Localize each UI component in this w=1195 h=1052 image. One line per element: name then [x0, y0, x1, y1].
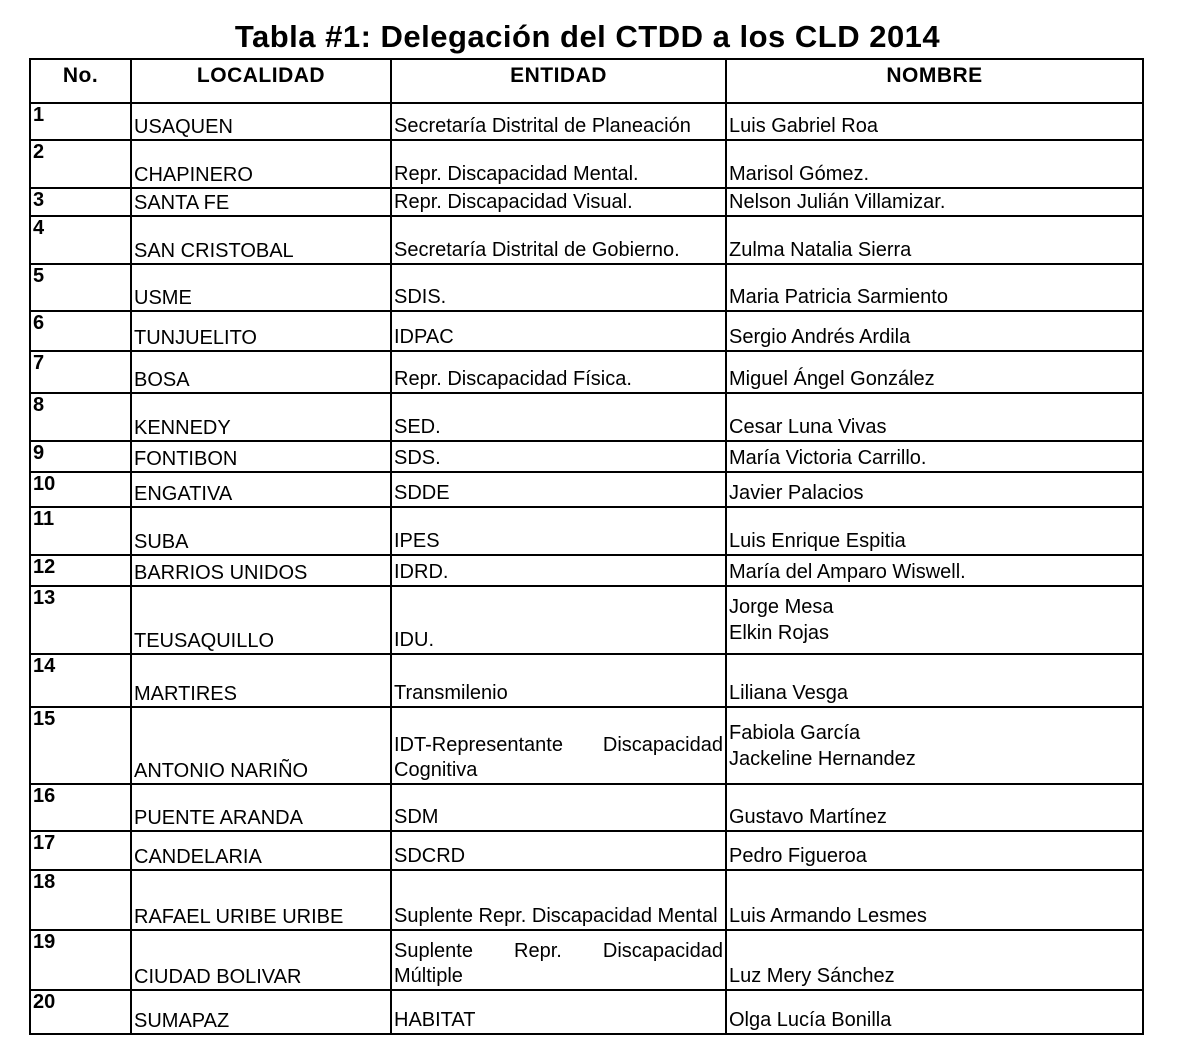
entidad-text: IDT-Representante Discapacidad Cognitiva [394, 734, 723, 781]
cell-localidad: SANTA FE [131, 188, 391, 216]
nombre-line: Jorge Mesa [729, 596, 834, 618]
cell-nombre [726, 784, 1143, 831]
table-row [30, 472, 1143, 507]
entidad-text: Suplente Repr. Discapacidad Múltiple [394, 940, 723, 987]
nombre-line: Sergio Andrés Ardila [729, 326, 911, 348]
nombre-line: Jackeline Hernandez [729, 747, 916, 770]
cell-nombre [726, 870, 1143, 930]
cell-nombre [726, 311, 1143, 351]
cell-nombre [726, 472, 1143, 507]
cell-localidad: PUENTE ARANDA [131, 784, 391, 831]
cell-localidad: CANDELARIA [131, 831, 391, 870]
table-row [30, 140, 1143, 188]
cell-entidad [391, 870, 726, 930]
table-row [30, 555, 1143, 586]
header-nombre: NOMBRE [726, 59, 1143, 103]
table-row [30, 654, 1143, 707]
cell-no: 3 [30, 188, 131, 216]
entidad-text: IDU. [394, 629, 434, 651]
cell-localidad: BARRIOS UNIDOS [131, 555, 391, 586]
cell-entidad [391, 507, 726, 555]
cell-entidad [391, 140, 726, 188]
table-row [30, 351, 1143, 393]
entidad-text: Secretaría Distrital de Gobierno. [394, 239, 680, 261]
cell-entidad [391, 216, 726, 264]
cell-nombre [726, 351, 1143, 393]
cell-nombre [726, 103, 1143, 140]
cell-nombre [726, 707, 1143, 784]
cell-no: 7 [30, 351, 131, 393]
delegation-table [29, 58, 1144, 1035]
table-row [30, 586, 1143, 654]
cell-localidad: KENNEDY [131, 393, 391, 441]
nombre-line: Luz Mery Sánchez [729, 965, 895, 987]
table-row [30, 393, 1143, 441]
nombre-line: Luis Enrique Espitia [729, 530, 906, 552]
cell-entidad [391, 441, 726, 472]
cell-no: 2 [30, 140, 131, 188]
nombre-line: Cesar Luna Vivas [729, 416, 887, 438]
cell-entidad [391, 555, 726, 586]
cell-no: 14 [30, 654, 131, 707]
cell-no: 10 [30, 472, 131, 507]
cell-entidad [391, 188, 726, 216]
cell-entidad [391, 784, 726, 831]
table-header-row [30, 59, 1143, 103]
table-row [30, 264, 1143, 311]
cell-localidad: USAQUEN [131, 103, 391, 140]
cell-entidad [391, 831, 726, 870]
entidad-text: IDPAC [394, 326, 454, 348]
nombre-line: Fabiola García [729, 721, 861, 744]
cell-nombre [726, 264, 1143, 311]
cell-localidad: CHAPINERO [131, 140, 391, 188]
cell-localidad: SAN CRISTOBAL [131, 216, 391, 264]
header-no: No. [30, 59, 131, 103]
cell-entidad [391, 311, 726, 351]
cell-localidad: SUBA [131, 507, 391, 555]
cell-no: 4 [30, 216, 131, 264]
cell-nombre [726, 654, 1143, 707]
cell-entidad [391, 472, 726, 507]
cell-localidad: ANTONIO NARIÑO [131, 707, 391, 784]
entidad-text: SDDE [394, 482, 450, 504]
cell-no: 9 [30, 441, 131, 472]
cell-entidad [391, 393, 726, 441]
cell-entidad [391, 586, 726, 654]
cell-entidad [391, 930, 726, 990]
entidad-text: Suplente Repr. Discapacidad Mental [394, 905, 718, 927]
table-row [30, 311, 1143, 351]
entidad-text: Transmilenio [394, 682, 508, 704]
entidad-text: SDS. [394, 447, 441, 469]
cell-no: 20 [30, 990, 131, 1034]
entidad-text: SDCRD [394, 845, 466, 867]
table-row [30, 784, 1143, 831]
nombre-line: Nelson Julián Villamizar. [729, 191, 946, 213]
cell-entidad [391, 990, 726, 1034]
entidad-text: Repr. Discapacidad Visual. [394, 191, 633, 213]
cell-localidad: RAFAEL URIBE URIBE [131, 870, 391, 930]
cell-nombre [726, 990, 1143, 1034]
cell-nombre [726, 831, 1143, 870]
cell-no: 8 [30, 393, 131, 441]
nombre-line: Javier Palacios [729, 482, 864, 504]
entidad-text: IDRD. [394, 561, 449, 583]
nombre-line: María Victoria Carrillo. [729, 447, 927, 469]
cell-entidad [391, 351, 726, 393]
cell-entidad [391, 654, 726, 707]
cell-nombre [726, 555, 1143, 586]
cell-entidad [391, 264, 726, 311]
table-row [30, 441, 1143, 472]
cell-nombre [726, 140, 1143, 188]
cell-nombre [726, 586, 1143, 654]
table-row [30, 707, 1143, 784]
cell-localidad: CIUDAD BOLIVAR [131, 930, 391, 990]
cell-no: 19 [30, 930, 131, 990]
cell-entidad [391, 707, 726, 784]
nombre-line: Luis Armando Lesmes [729, 905, 927, 927]
cell-no: 1 [30, 103, 131, 140]
cell-nombre [726, 216, 1143, 264]
entidad-text: SDIS. [394, 286, 447, 308]
entidad-text: SED. [394, 416, 441, 438]
entidad-text: Secretaría Distrital de Planeación [394, 115, 691, 137]
table-row [30, 507, 1143, 555]
nombre-line: Luis Gabriel Roa [729, 115, 878, 137]
nombre-line: Maria Patricia Sarmiento [729, 286, 948, 308]
table-row [30, 831, 1143, 870]
header-localidad: LOCALIDAD [131, 59, 391, 103]
cell-no: 18 [30, 870, 131, 930]
table-row [30, 870, 1143, 930]
entidad-text: Repr. Discapacidad Física. [394, 368, 632, 390]
entidad-text: SDM [394, 806, 439, 828]
cell-nombre [726, 393, 1143, 441]
cell-localidad: TEUSAQUILLO [131, 586, 391, 654]
header-entidad: ENTIDAD [391, 59, 726, 103]
cell-no: 5 [30, 264, 131, 311]
cell-no: 12 [30, 555, 131, 586]
cell-no: 15 [30, 707, 131, 784]
table-row [30, 188, 1143, 216]
nombre-line: Miguel Ángel González [729, 368, 935, 390]
cell-entidad [391, 103, 726, 140]
table-row [30, 990, 1143, 1034]
cell-localidad: USME [131, 264, 391, 311]
table-row [30, 930, 1143, 990]
table-body [30, 103, 1143, 1034]
page-title: Tabla #1: Delegación del CTDD a los CLD 2014 [234, 19, 941, 54]
cell-localidad: TUNJUELITO [131, 311, 391, 351]
cell-localidad: MARTIRES [131, 654, 391, 707]
nombre-line: Liliana Vesga [729, 682, 848, 704]
nombre-line: María del Amparo Wiswell. [729, 561, 966, 583]
cell-no: 11 [30, 507, 131, 555]
cell-no: 6 [30, 311, 131, 351]
cell-nombre [726, 930, 1143, 990]
cell-localidad: BOSA [131, 351, 391, 393]
nombre-line: Marisol Gómez. [729, 163, 870, 185]
entidad-text: HABITAT [394, 1009, 476, 1031]
table-row [30, 103, 1143, 140]
cell-localidad: SUMAPAZ [131, 990, 391, 1034]
cell-nombre [726, 441, 1143, 472]
entidad-text: IPES [394, 530, 440, 552]
table-row [30, 216, 1143, 264]
cell-localidad: FONTIBON [131, 441, 391, 472]
cell-no: 17 [30, 831, 131, 870]
cell-localidad: ENGATIVA [131, 472, 391, 507]
cell-no: 16 [30, 784, 131, 831]
cell-nombre [726, 507, 1143, 555]
nombre-line: Gustavo Martínez [729, 806, 887, 828]
entidad-text: Repr. Discapacidad Mental. [394, 163, 639, 185]
nombre-line: Olga Lucía Bonilla [729, 1009, 892, 1031]
nombre-line: Pedro Figueroa [729, 845, 867, 867]
cell-nombre [726, 188, 1143, 216]
nombre-line: Elkin Rojas [729, 622, 830, 644]
cell-no: 13 [30, 586, 131, 654]
nombre-line: Zulma Natalia Sierra [729, 239, 912, 261]
